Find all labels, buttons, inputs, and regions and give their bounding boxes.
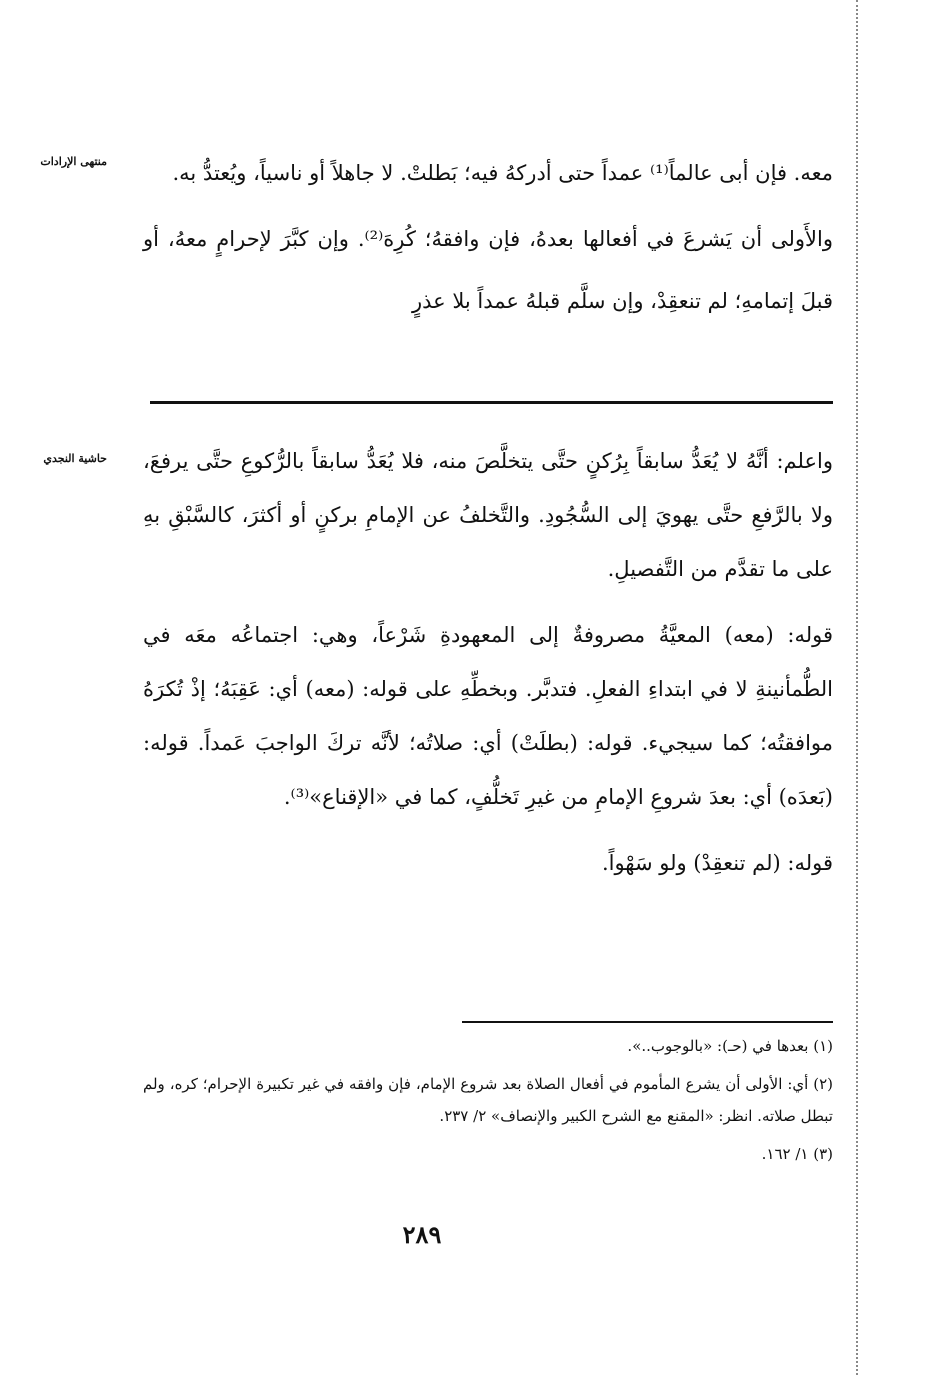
section-divider (150, 401, 833, 404)
side-label-matn: منتهى الإرادات (40, 155, 107, 168)
matn-paragraph: معه. فإن أبى عالماً⁽¹⁾ عمداً حتى أدركهُ فيه؛ بَطلتْ. لا جاهلاً أو ناسياً، ويُعتدُّ به. (172, 161, 833, 185)
footnotes (143, 1030, 833, 1176)
side-label-sharh: حاشية النجدي (43, 452, 107, 465)
binding-edge-dotted-line (856, 0, 858, 1375)
matn-text (143, 142, 833, 332)
footnote: (١) بعدها في (حـ): «بالوجوب..». (627, 1037, 833, 1055)
sharh-paragraph: قوله: (معه) المعيَّةُ مصروفةٌ إلى المعهودةِ شَرْعاً، وهي: اجتماعُه معَه في الطُّمأنينةِ لا في ابتداءِ الفعلِ. فتدبَّر. وبخطِّهِ على قوله: (معه) أي: عَقِبَهُ؛ إذْ تُكرَهُ موافقتُه؛ كما سيجيء. قوله: (بطلَتْ) أي: صلاتُه؛ لأنَّه تركَ الواجبَ عَمداً. قوله: (بَعدَه) أي: بعدَ شروعِ الإمامِ من غيرِ تَخلُّفٍ، كما في «الإقناع»⁽³⁾. (143, 623, 833, 809)
page-number: ٢٨٩ (402, 1220, 442, 1249)
sharh-text (143, 434, 833, 890)
sharh-paragraph: قوله: (لم تنعقِدْ) ولو سَهْواً. (601, 851, 833, 875)
footnote-divider (462, 1021, 833, 1023)
matn-paragraph: والأَولى أن يَشرعَ في أفعالها بعدهُ، فإن وافقهُ؛ كُرِهَ⁽²⁾. وإن كبَّرَ لإحرامٍ معهُ، أو قبلَ إتمامهِ؛ لم تنعقِدْ، وإن سلَّم قبلهُ عمداً بلا عذرٍ (143, 227, 833, 313)
footnote: (٣) ١/ ١٦٢. (761, 1145, 833, 1163)
footnote: (٢) أي: الأولى أن يشرع المأموم في أفعال الصلاة بعد شروع الإمام، فإن وافقه في غير تكبيرة الإحرام؛ كره، ولم تبطل صلاته. انظر: «المقنع مع الشرح الكبير والإنصاف» ٢/ ٢٣٧. (143, 1075, 833, 1125)
sharh-paragraph: واعلم: أنَّهُ لا يُعَدُّ سابقاً بِرُكنٍ حتَّى يتخلَّصَ منه، فلا يُعَدُّ سابقاً بالرُّكوعِ حتَّى يرفعَ، ولا بالرَّفعِ حتَّى يهويَ إلى السُّجُودِ. والتَّخلفُ عن الإمامِ بركنٍ أو أكثرَ، كالسَّبْقِ بهِ على ما تقدَّم من التَّفصيلِ. (143, 449, 833, 581)
